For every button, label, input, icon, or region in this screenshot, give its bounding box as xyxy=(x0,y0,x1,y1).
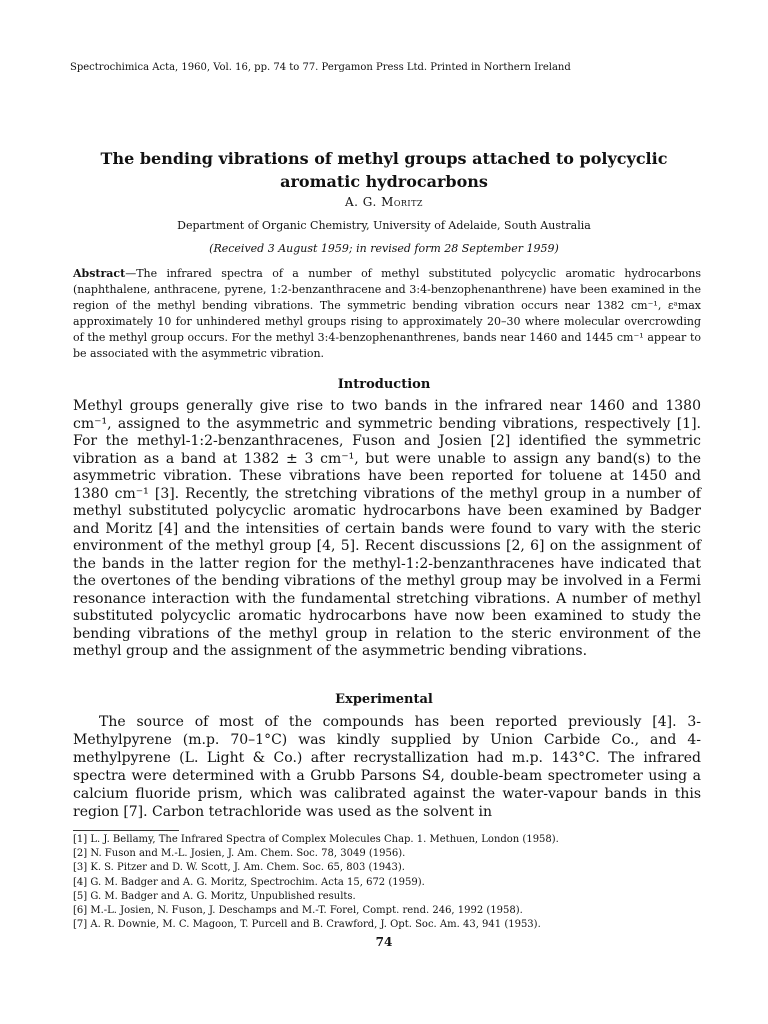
reference-list xyxy=(73,833,701,932)
reference-item: [2] N. Fuson and M.-L. Josien, J. Am. Chem. Soc. 78, 3049 (1956). xyxy=(73,848,406,860)
journal-header-line: Spectrochimica Acta, 1960, Vol. 16, pp. 74 to 77. Pergamon Press Ltd. Printed in Northern Ireland xyxy=(70,62,571,73)
reference-item: [3] K. S. Pitzer and D. W. Scott, J. Am. Chem. Soc. 65, 803 (1943). xyxy=(73,862,405,874)
introduction-heading: Introduction xyxy=(337,377,431,392)
abstract xyxy=(73,266,701,362)
reference-item: [1] L. J. Bellamy, The Infrared Spectra of Complex Molecules Chap. 1. Methuen, London (1958). xyxy=(73,834,559,845)
experimental-heading: Experimental xyxy=(335,692,433,707)
abstract-text: —The infrared spectra of a number of methyl substituted polycyclic aromatic hydrocarbons (naphthalene, anthracene, pyrene, 1:2-benzanthracene and 3:4-benzophenanthrene) have been examined in the region of the methyl bending vibrations. The symmetric bending vibration occurs near 1382 cm⁻¹, εᵃmax approximately 10 for unhindered methyl groups rising to approximately 20–30 where molecular overcrowding of the methyl group occurs. For the methyl 3:4-benzophenanthrenes, bands near 1460 and 1445 cm⁻¹ appear to be associated with the asymmetric vibration. xyxy=(73,267,701,360)
article-title: The bending vibrations of methyl groups attached to polycyclic aromatic hydrocarbons xyxy=(100,149,668,191)
received-dates: (Received 3 August 1959; in revised form 28 September 1959) xyxy=(209,242,559,255)
article-author: A. G. Moritz xyxy=(344,195,423,209)
reference-item: [4] G. M. Badger and A. G. Moritz, Spectrochim. Acta 15, 672 (1959). xyxy=(73,876,425,888)
experimental-text: The source of most of the compounds has been reported previously [4]. 3-Methylpyrene (m.p. 70–1°C) was kindly supplied by Union Carbide Co., and 4-methylpyrene (L. Light & Co.) after recrystallization had m.p. 143°C. The infrared spectra were determined with a Grubb Parsons S4, double-beam spectrometer using a calcium fluoride prism, which was calibrated against the water-vapour bands in this region [7]. Carbon tetrachloride was used as the solvent in xyxy=(73,714,701,820)
page-number: 74 xyxy=(375,935,393,949)
reference-item: [5] G. M. Badger and A. G. Moritz, Unpublished results. xyxy=(73,890,356,902)
reference-item: [7] A. R. Downie, M. C. Magoon, T. Purcell and B. Crawford, J. Opt. Soc. Am. 43, 941 (1953). xyxy=(73,919,541,931)
abstract-label: Abstract xyxy=(73,267,126,280)
author-affiliation: Department of Organic Chemistry, University of Adelaide, South Australia xyxy=(177,219,591,232)
reference-item: [6] M.-L. Josien, N. Fuson, J. Deschamps and M.-T. Forel, Compt. rend. 246, 1992 (1958). xyxy=(73,905,523,917)
footnote-rule xyxy=(73,830,179,831)
introduction-text: Methyl groups generally give rise to two bands in the infrared near 1460 and 1380 cm⁻¹, assigned to the asymmetric and symmetric bending vibrations, respectively [1]. For the methyl-1:2-benzanthracenes, Fuson and Josien [2] identified the symmetric vibration as a band at 1382 ± 3 cm⁻¹, but were unable to assign any band(s) to the asymmetric vibration. These vibrations have been reported for toluene at 1450 and 1380 cm⁻¹ [3]. Recently, the stretching vibrations of the methyl group in a number of methyl substituted polycyclic aromatic hydrocarbons have been examined by Badger and Moritz [4] and the intensities of certain bands were found to vary with the steric environment of the methyl group [4, 5]. Recent discussions [2, 6] on the assignment of the bands in the latter region for the methyl-1:2-benzanthracenes have indicated that the overtones of the bending vibrations of the methyl group may be involved in a Fermi resonance interaction with the fundamental stretching vibrations. A number of methyl substituted polycyclic aromatic hydrocarbons have now been examined to study the bending vibrations of the methyl group in relation to the steric environment of the methyl group and the assignment of the asymmetric bending vibrations. xyxy=(73,398,701,659)
